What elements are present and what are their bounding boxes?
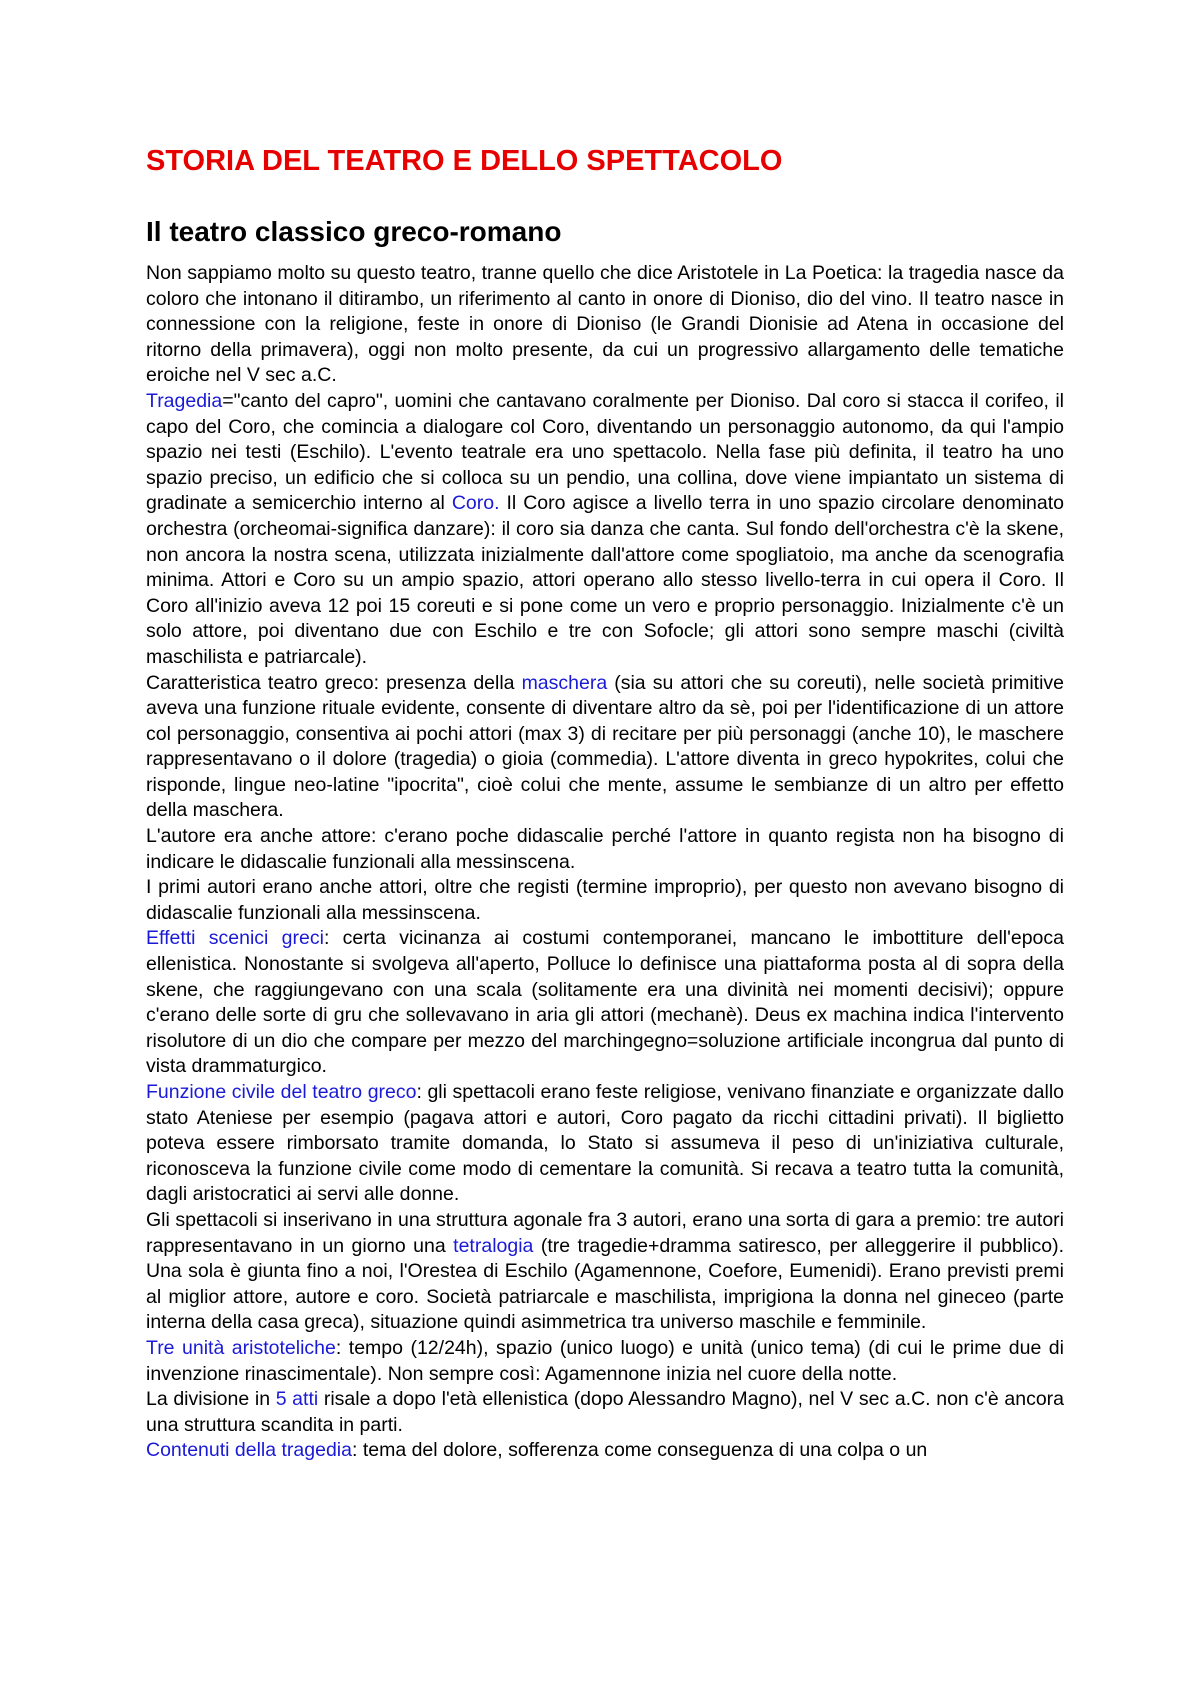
paragraph bbox=[146, 1336, 1064, 1387]
paragraph-text: L'autore era anche attore: c'erano poche didascalie perché l'attore in quanto regista non ha bisogno di indicare le didascalie funzionali alla messinscena. bbox=[146, 825, 1064, 873]
section-heading: Il teatro classico greco-romano bbox=[146, 216, 562, 247]
paragraph bbox=[146, 261, 1064, 389]
paragraph-text: : tempo (12/24h), spazio (unico luogo) e unità (unico tema) (di cui le prime due di invenzione rinascimentale). Non sempre così: Agamennone inizia nel cuore della notte. bbox=[146, 1336, 1064, 1385]
highlight-term: Coro. bbox=[451, 492, 500, 515]
highlight-term: 5 atti bbox=[275, 1388, 319, 1411]
paragraph-text: : tema del dolore, sofferenza come conseguenza di una colpa o un bbox=[351, 1439, 928, 1462]
paragraph-text: ="canto del capro", uomini che cantavano coralmente per Dioniso. Dal coro si stacca il corifeo, il capo del Coro, che comincia a dialogare col Coro, diventando un personaggio autonomo, da qui l'ampio spazio nei testi (Eschilo). L'evento teatrale era uno spettacolo. Nella fase più definita, il teatro ha uno spazio preciso, un edificio che si colloca su un pendio, una collina, dove viene impiantato un sistema di gradinate a semicerchio interno al bbox=[146, 389, 1064, 515]
highlight-term: Contenuti della tragedia bbox=[146, 1439, 352, 1462]
paragraph-text: (sia su attori che su coreuti), nelle società primitive aveva una funzione rituale evidente, consente di diventare altro da sè, poi per l'identificazione di un attore col personaggio, consentiva ai pochi attori (max 3) di recitare per più personaggi (anche 10), le maschere rappresentavano o il dolore (tragedia) o gioia (commedia). L'attore diventa in greco hypokrites, colui che risponde, lingue neo-latine "ipocrita", cioè colui che mente, assume le sembianze di un altro per effetto della maschera. bbox=[146, 671, 1064, 822]
paragraph-text: Gli spettacoli si inserivano in una struttura agonale fra 3 autori, erano una sorta di gara a premio: tre autori rappresentavano in un giorno una bbox=[146, 1208, 1064, 1257]
paragraph bbox=[146, 671, 1064, 825]
highlight-term: Tragedia bbox=[146, 389, 223, 412]
document-content bbox=[146, 143, 1064, 1464]
paragraph-text: : gli spettacoli erano feste religiose, venivano finanziate e organizzate dallo stato Ateniese per esempio (pagava attori e autori, Coro pagato da ricchi cittadini privati). Il biglietto poteva essere rimborsato tramite domanda, lo Stato si assumeva il peso di un'iniziativa culturale, riconosceva la funzione civile come modo di cementare la comunità. Si recava a teatro tutta la comunità, dagli aristocratici ai servi alle donne. bbox=[146, 1081, 1064, 1206]
paragraph bbox=[146, 926, 1064, 1080]
paragraph bbox=[146, 875, 1064, 926]
paragraph-text: risale a dopo l'età ellenistica (dopo Alessandro Magno), nel V sec a.C. non c'è ancora una struttura scandita in parti. bbox=[146, 1388, 1065, 1436]
highlight-term: Tre unità aristoteliche bbox=[146, 1336, 336, 1359]
paragraph bbox=[146, 1387, 1064, 1438]
paragraph bbox=[146, 1208, 1064, 1336]
body-text bbox=[146, 261, 1064, 1464]
highlight-term: Funzione civile del teatro greco bbox=[146, 1081, 417, 1103]
document-title: STORIA DEL TEATRO E DELLO SPETTACOLO bbox=[146, 145, 783, 177]
highlight-term: maschera bbox=[521, 671, 608, 694]
paragraph-text: La divisione in bbox=[146, 1388, 276, 1411]
highlight-term: tetralogia bbox=[453, 1234, 534, 1257]
paragraph-text: (tre tragedie+dramma satiresco, per alleggerire il pubblico). Una sola è giunta fino a noi, l'Orestea di Eschilo (Agamennone, Coefore, Eumenidi). Erano previsti premi al miglior attore, autore e coro. Società patriarcale e maschilista, imprigiona la donna nel gineceo (parte interna della casa greca), situazione quindi asimmetrica tra universo maschile e femminile. bbox=[146, 1234, 1064, 1334]
paragraph-text: : certa vicinanza ai costumi contemporanei, mancano le imbottiture dell'epoca ellenistica. Nonostante si svolgeva all'aperto, Polluce lo definisce una piattaforma posta al di sopra della skene, che raggiungevano con una scala (solitamente era una divinità nei momenti decisivi); oppure c'erano delle sorte di gru che sollevavano in aria gli attori (mechanè). Deus ex machina indica l'intervento risolutore di un dio che compare per mezzo del marchingegno=soluzione artificiale incongrua dal punto di vista drammaturgico. bbox=[146, 927, 1064, 1078]
paragraph bbox=[146, 824, 1064, 875]
paragraph-text: Non sappiamo molto su questo teatro, tranne quello che dice Aristotele in La Poetica: la tragedia nasce da coloro che intonano il ditirambo, un riferimento al canto in onore di Dioniso, dio del vino. Il teatro nasce in connessione con la religione, feste in onore di Dioniso (le Grandi Dionisie ad Atena in occasione del ritorno della primavera), oggi non molto presente, da cui un progressivo allargamento delle tematiche eroiche nel V sec a.C. bbox=[146, 262, 1064, 387]
paragraph-text: Caratteristica teatro greco: presenza della bbox=[146, 671, 522, 694]
paragraph bbox=[146, 389, 1064, 671]
paragraph bbox=[146, 1438, 1064, 1464]
highlight-term: Effetti scenici greci bbox=[146, 927, 324, 950]
paragraph-text: I primi autori erano anche attori, oltre che registi (termine improprio), per questo non avevano bisogno di didascalie funzionali alla messinscena. bbox=[146, 876, 1064, 924]
paragraph bbox=[146, 1080, 1064, 1208]
paragraph-text: Il Coro agisce a livello terra in uno spazio circolare denominato orchestra (orcheomai-significa danzare): il coro sia danza che canta. Sul fondo dell'orchestra c'è la skene, non ancora la nostra scena, utilizzata inizialmente dall'attore come spogliatoio, ma anche da scenografia minima. Attori e Coro su un ampio spazio, attori operano allo stesso livello-terra in cui opera il Coro. Il Coro all'inizio aveva 12 poi 15 coreuti e si pone come un vero e proprio personaggio. Inizialmente c'è un solo attore, poi diventano due con Eschilo e tre con Sofocle; gli attori sono sempre maschi (civiltà maschilista e patriarcale). bbox=[146, 492, 1064, 668]
